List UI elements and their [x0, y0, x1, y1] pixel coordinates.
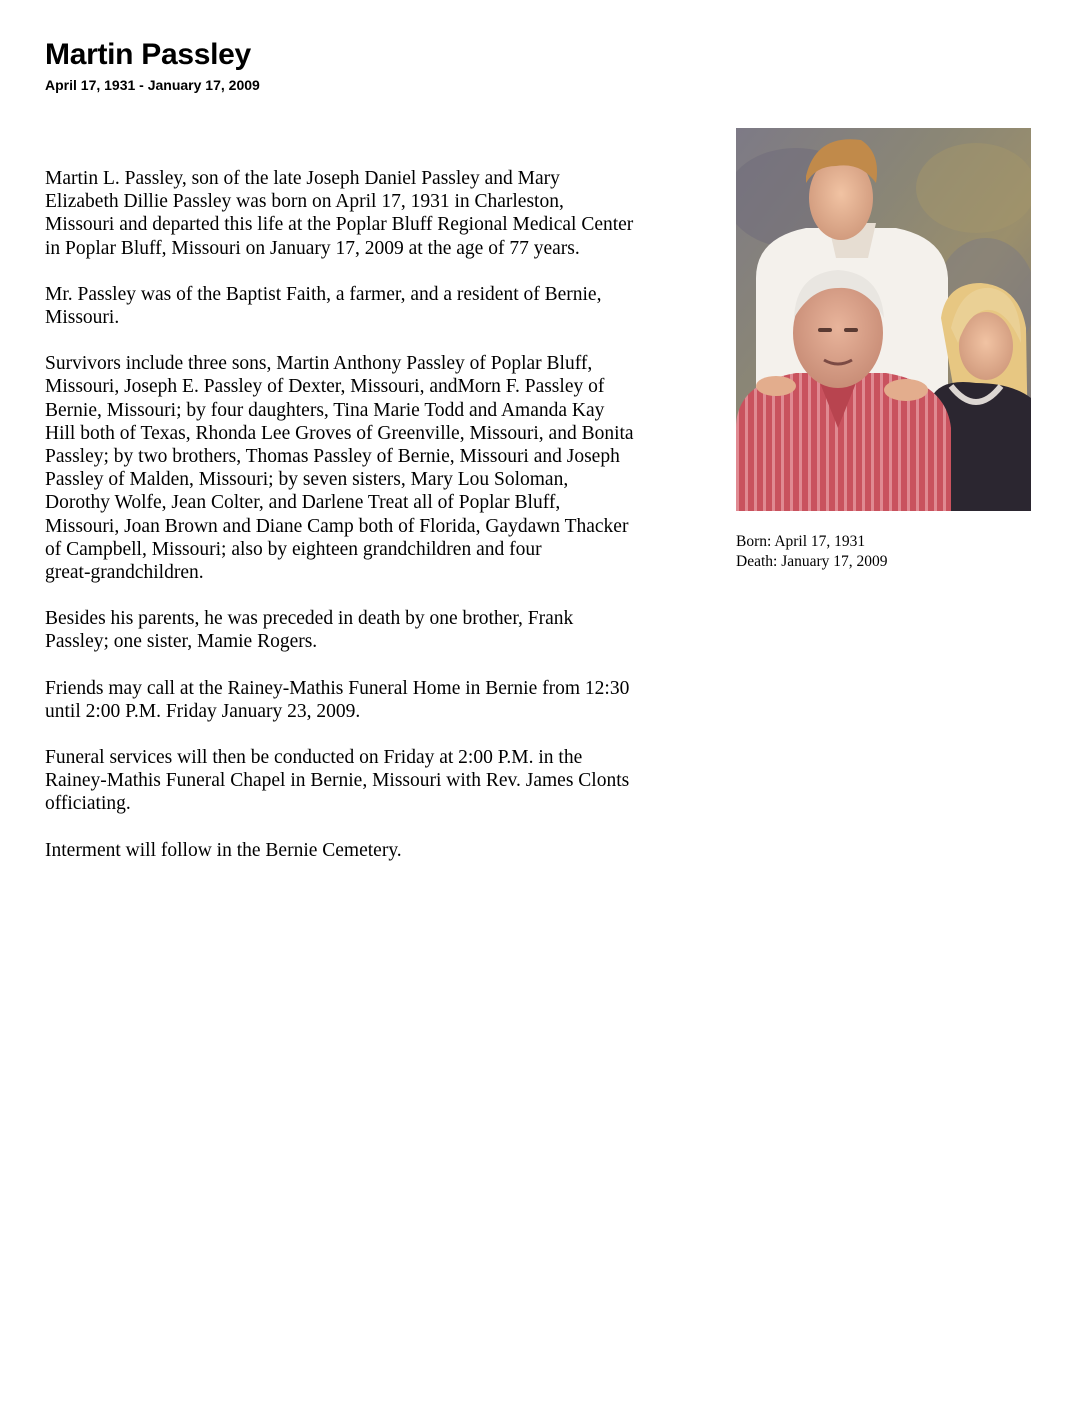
obituary-paragraph: Besides his parents, he was preceded in death by one brother, Frank Passley; one sister, Mamie Rogers.	[45, 608, 574, 653]
obituary-header	[45, 36, 260, 94]
obituary-paragraph: Funeral services will then be conducted on Friday at 2:00 P.M. in the Rainey-Mathis Funeral Chapel in Bernie, Missouri with Rev. James Clonts officiating.	[45, 747, 630, 815]
obituary-paragraph: Martin L. Passley, son of the late Joseph Daniel Passley and Mary Elizabeth Dillie Passley was born on April 17, 1931 in Charleston, Missouri and departed this life at the Poplar Bluff Regional Medical Center in Poplar Bluff, Missouri on January 17, 2009 at the age of 77 years.	[45, 168, 634, 259]
obituary-paragraph: Mr. Passley was of the Baptist Faith, a farmer, and a resident of Bernie, Missouri.	[45, 283, 602, 329]
obituary-paragraph: Survivors include three sons, Martin Anthony Passley of Poplar Bluff, Missouri, Joseph E. Passley of Dexter, Missouri, andMorn F. Passley of Bernie, Missouri; by four daughters, Tina Marie Todd and Amanda Kay Hill both of Texas, Rhonda Lee Groves of Greenville, Missouri, and Bonita Passley; by two brothers, Thomas Passley of Bernie, Missouri and Joseph Passley of Malden, Missouri; by seven sisters, Mary Lou Soloman, Dorothy Wolfe, Jean Colter, and Darlene Treat all of Poplar Bluff, Missouri, Joan Brown and Diane Camp both of Florida, Gaydawn Thacker of Campbell, Missouri; also by eighteen grandchildren and four great-grandchildren.	[45, 353, 634, 584]
deceased-name: Martin Passley	[45, 38, 251, 71]
caption-born: Born: April 17, 1931	[736, 533, 866, 550]
photo-caption	[736, 532, 888, 572]
obituary-paragraph: Friends may call at the Rainey-Mathis Funeral Home in Bernie from 12:30 until 2:00 P.M. Friday January 23, 2009.	[45, 677, 630, 722]
life-dates: April 17, 1931 - January 17, 2009	[45, 77, 260, 93]
caption-death: Death: January 17, 2009	[736, 553, 888, 570]
family-photo	[736, 128, 1031, 511]
obituary-body	[45, 167, 705, 885]
obituary-paragraph: Interment will follow in the Bernie Cemetery.	[45, 839, 402, 861]
